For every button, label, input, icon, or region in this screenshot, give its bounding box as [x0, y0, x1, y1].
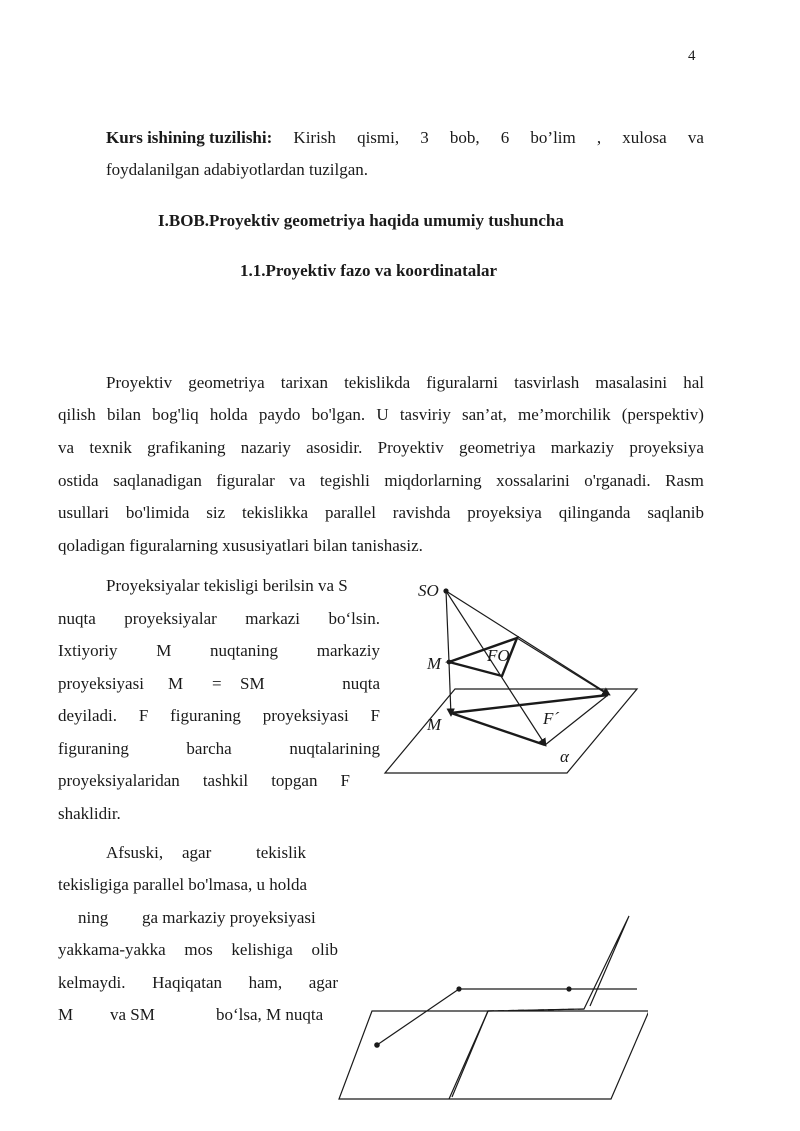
p3-word: olib: [311, 940, 338, 959]
p1-line: [58, 502, 704, 524]
p3-word: ning: [78, 908, 109, 927]
label-f-top: FO: [487, 646, 510, 665]
label-m-bottom: M: [427, 715, 442, 734]
intro-bold-label: Kurs ishining tuzilishi:: [106, 128, 273, 147]
p3-line: [58, 1004, 338, 1026]
projector-m-mprime: [449, 662, 451, 716]
projector-s-m: [446, 591, 449, 662]
p2-word: figuraning: [58, 739, 129, 758]
intro-word: xulosa: [622, 128, 667, 147]
p2-line: [58, 673, 380, 695]
p2-word: F: [370, 706, 380, 725]
inclined-plane-lower-edge: [452, 1011, 488, 1097]
intro-line-2: foydalanilgan adabiyotlardan tuzilgan.: [106, 160, 368, 179]
p3-word: mos: [184, 940, 213, 959]
p1-word: geometriya: [459, 438, 536, 457]
p1-word: tekislikka: [241, 503, 309, 522]
p1-line: [58, 404, 704, 426]
p3-line: [58, 907, 338, 929]
intro-word: ,: [596, 128, 602, 147]
p1-word: ravishda: [392, 503, 451, 522]
p1-word: qilinganda: [558, 503, 631, 522]
label-m-top: M: [427, 654, 442, 673]
p3-word: tekislik: [256, 843, 307, 862]
p2-line: [58, 705, 380, 727]
projector-s-right: [446, 591, 610, 695]
p2-word: SM: [240, 674, 265, 693]
p1-word: proyeksiya: [629, 438, 704, 457]
intro-line-1: [106, 127, 704, 149]
p2-word: nuqta: [58, 609, 96, 628]
p2-word: deyiladi.: [58, 706, 118, 725]
p1-word: bilan: [106, 405, 141, 424]
p1-word: Proyektiv: [106, 373, 173, 392]
p1-word: bo'lgan.: [311, 405, 366, 424]
intro-word: 6: [500, 128, 510, 147]
p2-word: proyeksiyasi: [58, 674, 144, 693]
p1-word: qilish: [58, 405, 96, 424]
p1-line: [58, 437, 704, 459]
p2-line: [58, 738, 380, 760]
p1-word: saqlanib: [647, 503, 704, 522]
p1-word: proyeksiya: [467, 503, 542, 522]
p3-line: [106, 842, 316, 864]
p1-word: hal: [683, 373, 704, 392]
p2-line: [58, 640, 380, 662]
p2-line: Proyeksiyalar tekisligi berilsin va S: [106, 576, 348, 595]
p1-line: [106, 372, 704, 394]
p1-word: bog'liq: [152, 405, 199, 424]
p3-word: Afsuski,: [106, 843, 164, 862]
p1-word: texnik: [89, 438, 132, 457]
projector-s-bottom: [446, 591, 546, 746]
label-alpha: α: [560, 747, 569, 766]
p1-word: o'rganadi.: [584, 471, 651, 490]
point-left: [456, 986, 461, 991]
f-prime-left: [451, 713, 545, 745]
p2-word: markaziy: [316, 641, 380, 660]
p3-word: M: [58, 1005, 74, 1024]
p1-word: miqdorlarning: [384, 471, 482, 490]
central-projection-figure: [380, 578, 650, 778]
point-lower: [374, 1042, 380, 1048]
p2-word: F: [340, 771, 350, 790]
p1-word: tasviriy: [399, 405, 451, 424]
p3-word: agar: [182, 843, 212, 862]
p3-word: kelishiga: [231, 940, 293, 959]
point-right: [566, 986, 571, 991]
p2-word: M: [156, 641, 172, 660]
p2-word: barcha: [186, 739, 232, 758]
p3-line: [58, 972, 338, 994]
f-to-plane: [517, 638, 607, 694]
p2-word: =: [212, 674, 222, 693]
p1-word: Proyektiv: [377, 438, 444, 457]
p1-word: me’morchilik: [518, 405, 611, 424]
p2-word: markazi: [245, 609, 301, 628]
p2-word: proyeksiyalaridan: [58, 771, 180, 790]
p3-word: Haqiqatan: [152, 973, 222, 992]
p1-word: geometriya: [188, 373, 265, 392]
p1-word: tekislikda: [344, 373, 411, 392]
intro-word: bob,: [449, 128, 480, 147]
label-f-bottom: F´: [543, 709, 560, 728]
p3-word: yakkama-yakka: [58, 940, 166, 959]
p1-word: figuralar: [216, 471, 275, 490]
p3-line: tekisligiga parallel bo'lmasa, u holda: [58, 875, 308, 894]
p1-word: nazariy: [240, 438, 291, 457]
p1-word: siz: [206, 503, 226, 522]
p1-line: [58, 470, 704, 492]
p1-word: (perspektiv): [621, 405, 704, 424]
section-title: 1.1.Proyektiv fazo va koordinatalar: [240, 261, 498, 280]
p1-word: saqlanadigan: [113, 471, 202, 490]
p2-word: bo‘lsin.: [328, 609, 380, 628]
p2-word: tashkil: [202, 771, 249, 790]
p2-word: nuqtaning: [210, 641, 279, 660]
p1-word: figuralarni: [426, 373, 499, 392]
p1-word: grafikaning: [147, 438, 226, 457]
p1-word: paydo: [258, 405, 301, 424]
p3-word: ga markaziy proyeksiyasi: [142, 908, 316, 927]
p2-word: M: [168, 674, 184, 693]
p3-word: ham,: [248, 973, 283, 992]
p2-line: [58, 608, 380, 630]
p1-word: parallel: [324, 503, 376, 522]
p3-word: va SM: [110, 1005, 155, 1024]
point-s: [443, 588, 448, 593]
label-s: SO: [418, 581, 439, 600]
chapter-title: I.BOB.Proyektiv geometriya haqida umumiy tushuncha: [158, 211, 564, 230]
p2-line: [58, 770, 350, 792]
intro-word: 3: [420, 128, 429, 147]
p1-word: tasvirlash: [514, 373, 580, 392]
p1-word: asosidir.: [306, 438, 363, 457]
p1-word: ostida: [58, 471, 99, 490]
p2-word: Ixtiyoriy: [58, 641, 118, 660]
p2-word: nuqtalarining: [289, 739, 380, 758]
p1-word: bo'limida: [125, 503, 190, 522]
horizontal-plane: [339, 1011, 648, 1099]
f-prime-top: [451, 695, 608, 713]
p1-word: U: [376, 405, 389, 424]
intro-word: qismi,: [357, 128, 400, 147]
p2-word: F: [138, 706, 149, 725]
p1-line: qoladigan figuralarning xususiyatlari bilan tanishasiz.: [58, 536, 423, 555]
p1-word: va: [58, 438, 75, 457]
p1-word: san’at,: [462, 405, 507, 424]
projector-line: [377, 989, 459, 1045]
p1-word: tegishli: [319, 471, 370, 490]
p1-word: va: [289, 471, 306, 490]
p3-word: kelmaydi.: [58, 973, 126, 992]
intro-word: bo’lim: [530, 128, 576, 147]
p2-word: proyeksiyasi: [262, 706, 349, 725]
p3-line: [58, 939, 338, 961]
point-m: [447, 660, 452, 665]
p1-word: tarixan: [280, 373, 328, 392]
p1-word: Rasm: [665, 471, 704, 490]
page-number: 4: [688, 48, 696, 64]
p2-word: figuraning: [170, 706, 241, 725]
p3-word: bo‘lsa, M nuqta: [216, 1005, 324, 1024]
intersecting-planes-figure: [338, 910, 648, 1110]
inclined-plane: [449, 916, 629, 1099]
p1-word: holda: [209, 405, 248, 424]
intro-word: va: [687, 128, 704, 147]
p2-word: topgan: [271, 771, 318, 790]
p1-word: markaziy: [550, 438, 615, 457]
p3-word: agar: [308, 973, 338, 992]
p2-line: shaklidir.: [58, 804, 121, 823]
p2-word: nuqta: [342, 674, 380, 693]
p1-word: xossalarini: [496, 471, 570, 490]
p1-word: usullari: [58, 503, 109, 522]
intro-word: Kirish: [293, 128, 336, 147]
p2-word: proyeksiyalar: [124, 609, 217, 628]
p1-word: masalasini: [595, 373, 668, 392]
